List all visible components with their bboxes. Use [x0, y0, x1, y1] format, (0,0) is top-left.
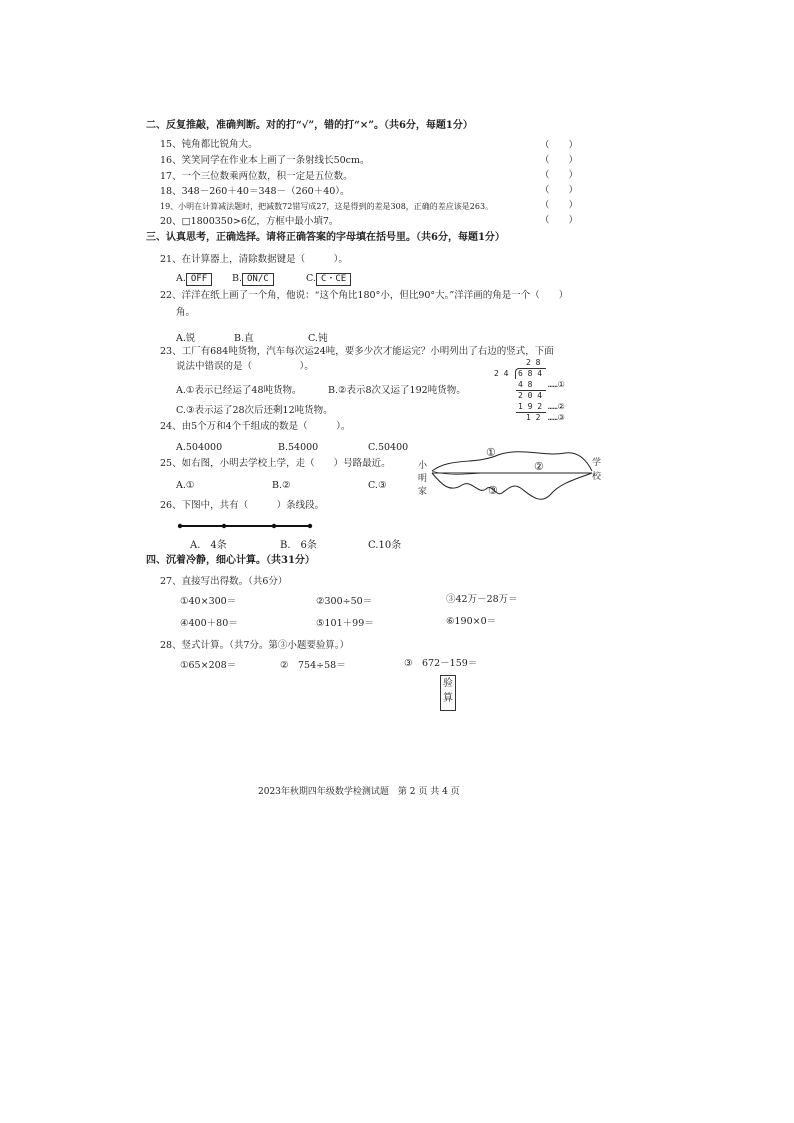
division-mark3: ……③: [548, 413, 565, 422]
calc-item-4[interactable]: ④400＋80＝: [180, 618, 238, 629]
section4-heading: 四、沉着冷静，细心计算。（共31分）: [146, 555, 315, 566]
q21-option-a[interactable]: [176, 273, 212, 286]
answer-paren-16[interactable]: （ ）: [540, 155, 579, 166]
q22-option-a[interactable]: A.锐: [176, 333, 196, 344]
segment-point-2: [222, 524, 226, 528]
map-home-char-1: 小: [418, 461, 428, 471]
q25-option-b[interactable]: B.②: [272, 480, 291, 491]
q23-option-a[interactable]: A.①表示已经运了48吨货物。: [176, 385, 302, 396]
c-ce-key: C・CE: [316, 273, 351, 286]
division-mark2: ……②: [548, 402, 565, 411]
question-16: 16、笑笑同学在作业本上画了一条射线长50cm。: [160, 155, 370, 166]
q24-option-a[interactable]: A.504000: [176, 442, 223, 453]
division-dividend: 6 8 4: [518, 369, 543, 378]
division-divisor: 2 4: [494, 369, 509, 378]
q25-option-a[interactable]: A.①: [176, 480, 195, 491]
question-28: 28、竖式计算。（共7分。第③小题要验算。）: [160, 640, 350, 651]
verify-box: [440, 675, 456, 711]
division-row2: 2 0 4: [518, 391, 543, 400]
question-15: 15、钝角都比锐角大。: [160, 139, 258, 150]
verify-char-2: 算: [443, 693, 453, 704]
segment-figure: [176, 521, 316, 531]
question-25: 25、如右图，小明去学校上学，走（ ）号路最近。: [160, 458, 391, 469]
section3-heading: 三、认真思考，正确选择。请将正确答案的字母填在括号里。（共6分，每题1分）: [146, 232, 505, 243]
q24-option-b[interactable]: B.54000: [278, 442, 319, 453]
map-school-char-1: 学: [592, 458, 602, 468]
vertical-calc-2[interactable]: ② 754÷58＝: [280, 660, 346, 671]
segment-point-4: [308, 524, 312, 528]
division-row1: 4 8: [518, 380, 533, 389]
answer-paren-18[interactable]: （ ）: [540, 185, 579, 196]
map-home-char-3: 家: [418, 487, 428, 497]
map-route-3-label: ③: [488, 484, 498, 497]
page-footer: 2023年秋期四年级数学检测试题 第 2 页 共 4 页: [258, 787, 460, 797]
section2-heading: 二、反复推敲，准确判断。对的打“√”，错的打“×”。（共6分，每题1分）: [146, 120, 473, 131]
map-home-label: [418, 460, 427, 499]
division-row3: 1 9 2: [518, 402, 543, 411]
answer-paren-20[interactable]: （ ）: [540, 215, 579, 226]
answer-paren-17[interactable]: （ ）: [540, 170, 579, 181]
vertical-calc-1[interactable]: ①65×208＝: [180, 660, 237, 671]
q22-option-b[interactable]: B.直: [234, 333, 254, 344]
segment-point-1: [178, 524, 182, 528]
map-school-label: [592, 456, 601, 484]
division-mark1: ……①: [548, 380, 565, 389]
calc-item-6[interactable]: ⑥190×0＝: [446, 616, 497, 627]
q21-option-c[interactable]: [306, 273, 351, 286]
calc-item-3[interactable]: ③42万－28万＝: [446, 594, 518, 605]
question-23: 23、工厂有684吨货物，汽车每次运24吨，要多少次才能运完？小明列出了右边的竖式，下面: [160, 346, 554, 357]
question-23-cont: 说法中错误的是（ ）。: [176, 361, 314, 372]
division-row4: 1 2: [526, 413, 541, 422]
q21-option-c-letter: C.: [306, 273, 316, 284]
on-c-key: ON/C: [242, 273, 274, 286]
q23-option-b[interactable]: B.②表示8次又运了192吨货物。: [328, 385, 466, 396]
vertical-calc-3[interactable]: ③ 672－159＝: [404, 658, 478, 669]
route-map: [410, 443, 610, 513]
q23-option-c[interactable]: C.③表示运了28次后还剩12吨货物。: [176, 405, 333, 416]
q21-option-a-letter: A.: [176, 273, 186, 284]
calc-item-2[interactable]: ②300÷50＝: [316, 596, 373, 607]
answer-paren-19[interactable]: （ ）: [540, 200, 579, 211]
q26-option-b[interactable]: B. 6条: [280, 540, 317, 551]
long-division: [490, 358, 600, 428]
question-21: 21、在计算器上，清除数据键是（ ）。: [160, 254, 348, 265]
calc-item-5[interactable]: ⑤101＋99＝: [316, 618, 374, 629]
verify-char-1: 验: [443, 678, 453, 689]
map-home-char-2: 明: [418, 474, 428, 484]
question-19: 19、小明在计算减法题时，把减数72错写成27，这是得到的差是308，正确的差应该是263。: [160, 202, 494, 211]
question-22: 22、洋洋在纸上画了一个角，他说：“这个角比180°小，但比90°大。”洋洋画的角是一个（ ）: [160, 290, 569, 301]
question-27: 27、直接写出得数。（共6分）: [160, 576, 288, 587]
question-20: 20、□1800350>6亿，方框中最小填7。: [160, 216, 339, 227]
calc-item-1[interactable]: ①40×300＝: [180, 596, 237, 607]
q26-option-c[interactable]: C.10条: [368, 540, 402, 551]
q21-option-b[interactable]: [232, 273, 274, 286]
map-route-1-label: ①: [486, 446, 496, 459]
off-key: OFF: [186, 273, 212, 286]
route-3-path: [432, 473, 592, 499]
q26-option-a[interactable]: A. 4条: [190, 540, 227, 551]
q25-option-c[interactable]: C.③: [368, 480, 387, 491]
route-1-path: [432, 452, 592, 471]
question-22-cont: 角。: [176, 307, 196, 318]
map-route-2-label: ②: [534, 460, 544, 473]
q22-option-c[interactable]: C.钝: [308, 333, 328, 344]
division-quotient: 2 8: [526, 358, 541, 367]
question-24: 24、由5个万和4个千组成的数是（ ）。: [160, 421, 351, 432]
q24-option-c[interactable]: C.50400: [368, 442, 409, 453]
question-18: 18、348－260＋40＝348－（260＋40）。: [160, 186, 350, 197]
question-26: 26、下图中，共有（ ）条线段。: [160, 500, 325, 511]
question-17: 17、一个三位数乘两位数，积一定是五位数。: [160, 171, 353, 182]
map-school-char-2: 校: [592, 472, 602, 482]
segment-point-3: [272, 524, 276, 528]
answer-paren-15[interactable]: （ ）: [540, 140, 579, 151]
q21-option-b-letter: B.: [232, 273, 243, 284]
